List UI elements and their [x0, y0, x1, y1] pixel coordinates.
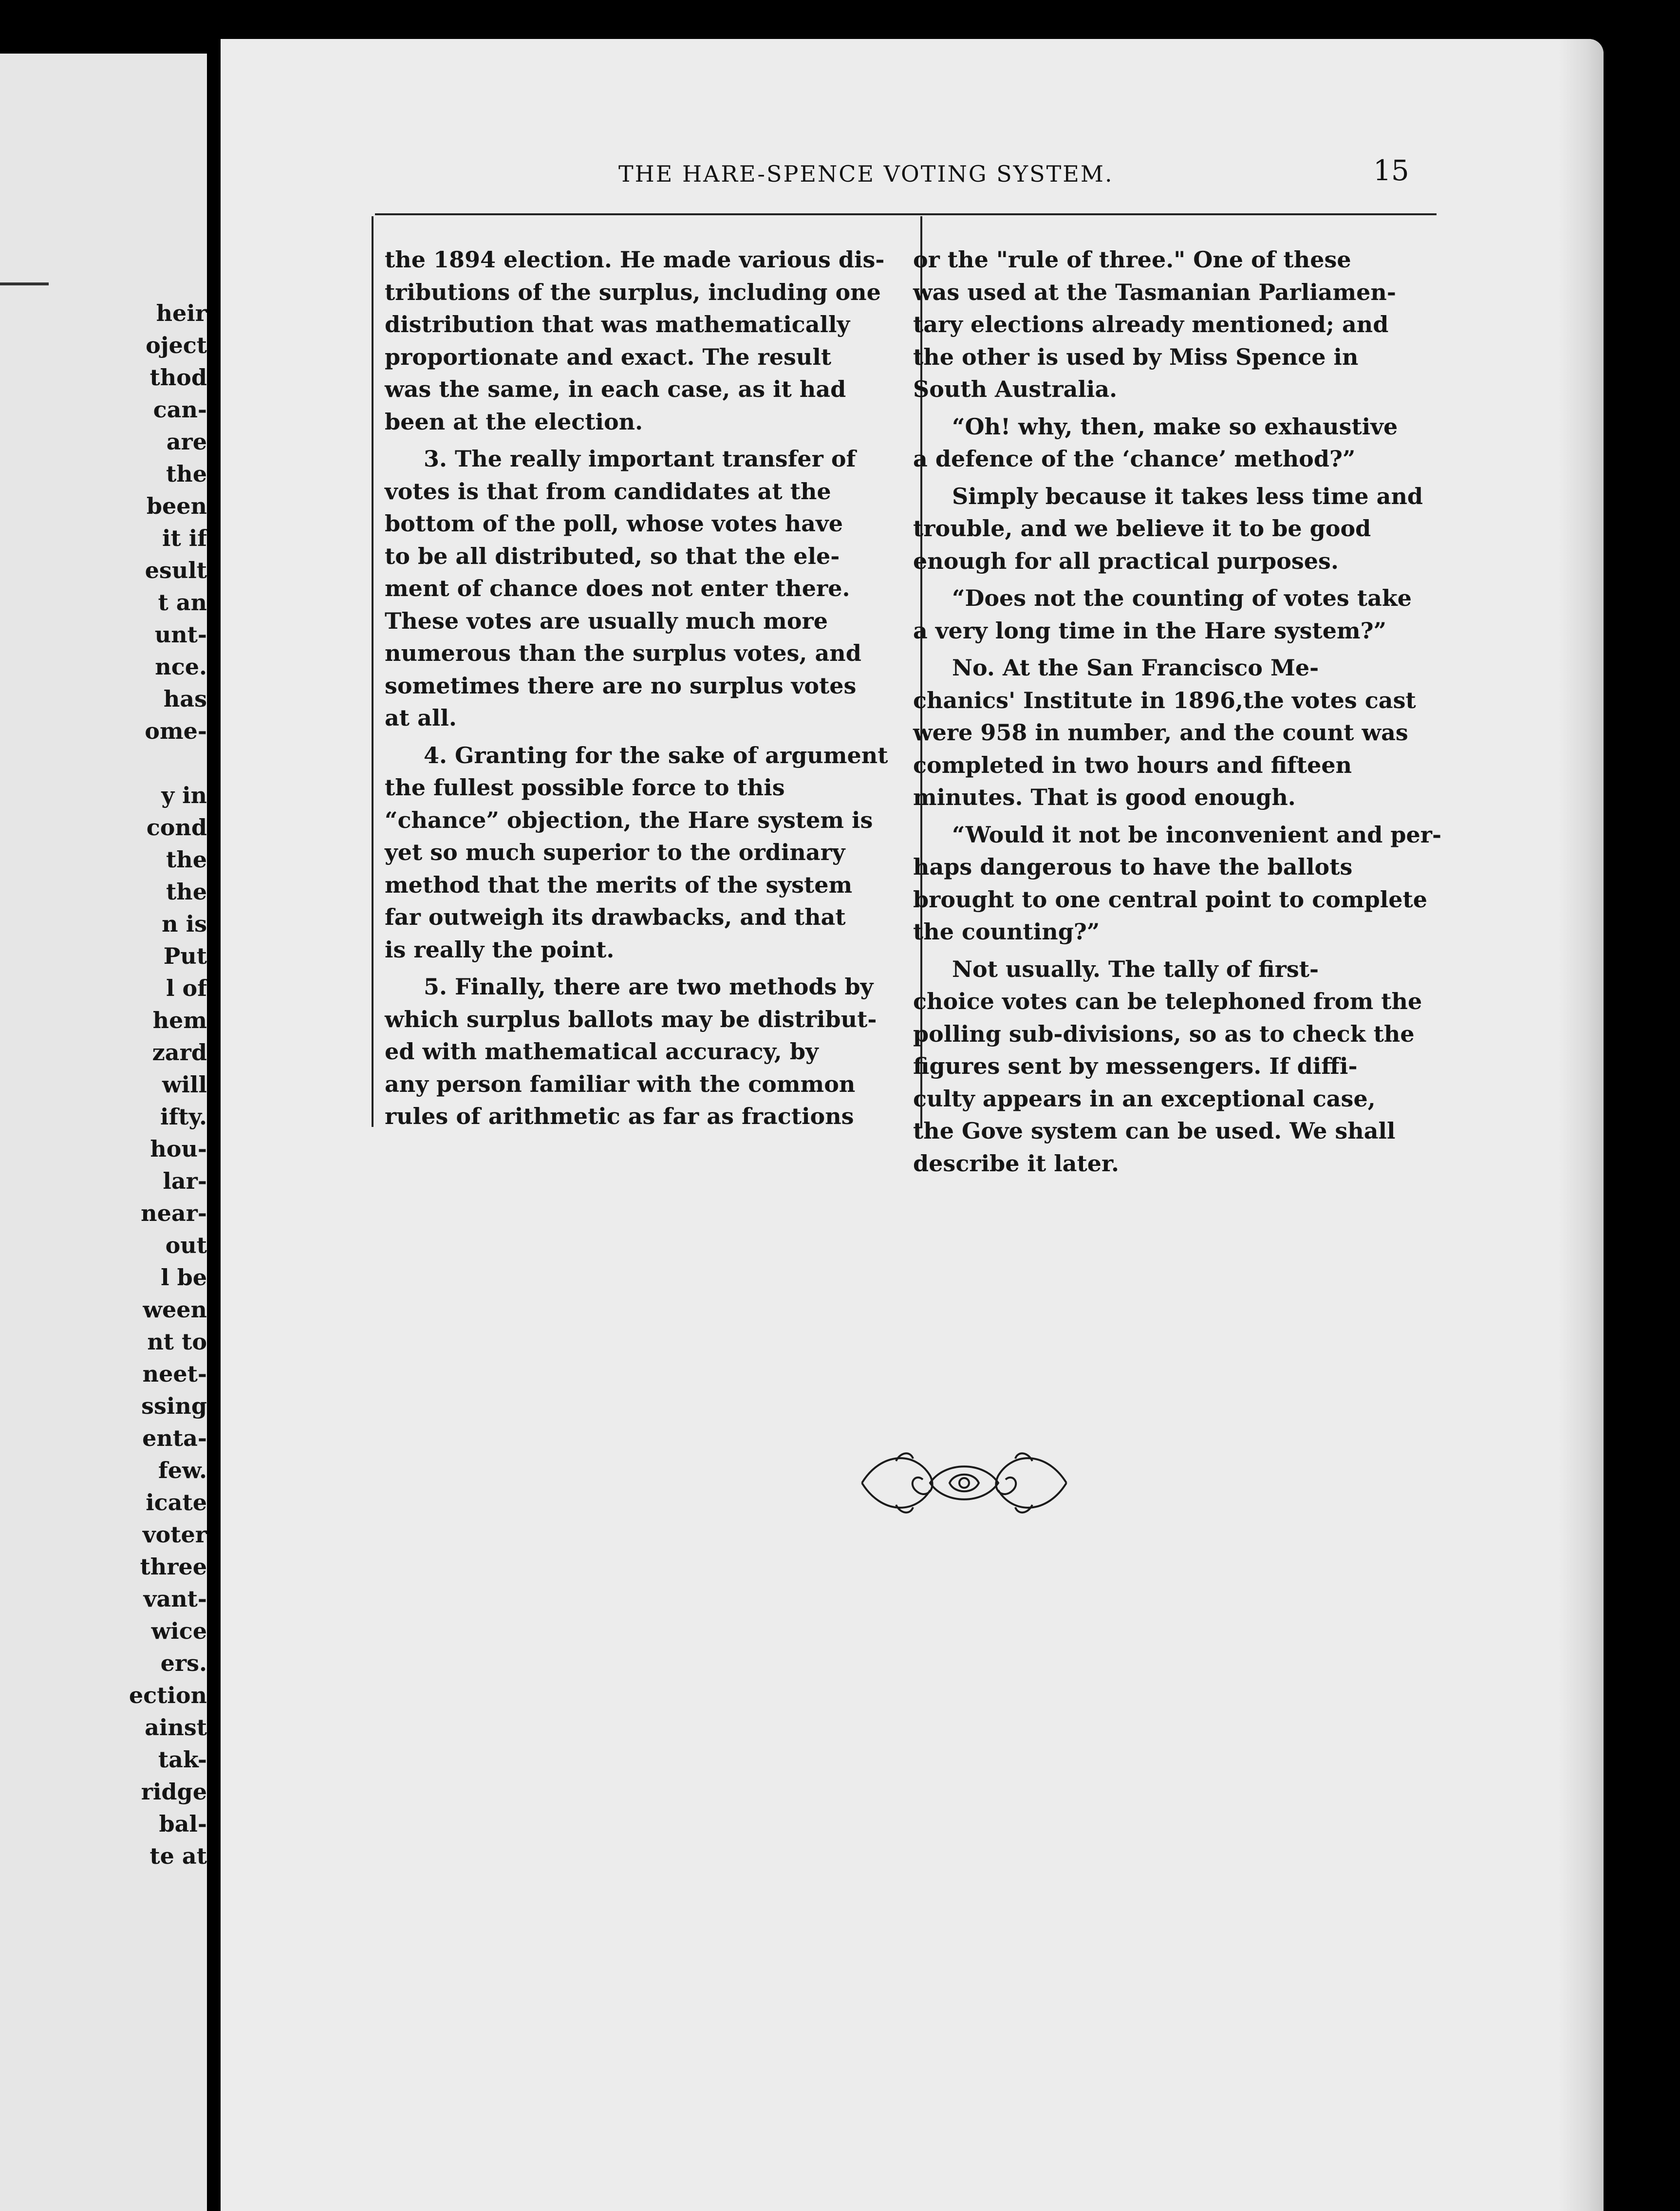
left-page-fragment: ainst	[145, 1714, 207, 1741]
decorative-flourish-icon	[852, 1442, 1076, 1524]
left-page-fragment: can-	[153, 396, 207, 423]
left-page-fragment: oject	[146, 332, 207, 358]
left-page-fragment: hem	[152, 1007, 207, 1033]
left-page-fragment: few.	[158, 1457, 207, 1483]
text-line: 5. Finally, there are two methods by	[424, 974, 874, 1000]
left-page-fragment: neet-	[142, 1361, 207, 1387]
running-header: THE HARE-SPENCE VOTING SYSTEM.	[618, 161, 1114, 187]
text-line: describe it later.	[913, 1150, 1120, 1177]
text-line: the other is used by Miss Spence in	[913, 343, 1359, 370]
left-page-fragment: will	[162, 1071, 207, 1098]
paragraph	[385, 971, 901, 1133]
left-page-fragment: ome-	[145, 718, 207, 744]
text-line: yet so much superior to the ordinary	[385, 839, 845, 865]
text-line: ment of chance does not enter there.	[385, 575, 850, 601]
text-line: or the "rule of three." One of these	[913, 246, 1351, 273]
text-column-right	[913, 244, 1442, 1184]
text-line: the fullest possible force to this	[385, 774, 785, 801]
left-page-fragment: enta-	[142, 1425, 207, 1451]
text-line: the counting?”	[913, 918, 1100, 945]
text-line: method that the merits of the system	[385, 871, 853, 898]
left-page-fragment: are	[166, 429, 207, 455]
text-line: is really the point.	[385, 936, 615, 963]
text-line: was used at the Tasmanian Parliamen-	[913, 279, 1396, 305]
paragraph	[913, 953, 1424, 1180]
left-page-fragment: out	[165, 1232, 207, 1258]
left-page-fragment: Put	[163, 943, 207, 969]
left-page-fragment: ers.	[160, 1650, 207, 1676]
text-line: These votes are usually much more	[385, 607, 828, 634]
page-edge	[1558, 39, 1604, 2211]
text-line: figures sent by messengers. If diffi-	[913, 1053, 1358, 1079]
text-line: choice votes can be telephoned from the	[913, 988, 1422, 1014]
left-page	[0, 54, 207, 2211]
left-page-fragment: ifty.	[160, 1104, 207, 1130]
text-line: bottom of the poll, whose votes have	[385, 510, 843, 537]
left-page-rule	[0, 282, 49, 285]
text-line: completed in two hours and fifteen	[913, 751, 1352, 778]
text-line: were 958 in number, and the count was	[913, 719, 1408, 746]
text-line: “Does not the counting of votes take	[952, 585, 1412, 611]
text-line: sometimes there are no surplus votes	[385, 672, 857, 699]
left-page-fragment: te at	[149, 1843, 207, 1869]
left-page-fragment: ridge	[141, 1779, 207, 1805]
left-page-fragment: has	[163, 686, 207, 712]
text-line: rules of arithmetic as far as fractions	[385, 1103, 854, 1129]
left-page-fragment: lar-	[163, 1168, 207, 1194]
text-line: haps dangerous to have the ballots	[913, 854, 1353, 880]
text-line: culty appears in an exceptional case,	[913, 1085, 1376, 1112]
text-line: “Would it not be inconvenient and per-	[952, 821, 1442, 848]
text-line: a very long time in the Hare system?”	[913, 617, 1387, 644]
text-column-left	[385, 244, 901, 1138]
text-line: the Gove system can be used. We shall	[913, 1118, 1396, 1144]
left-page-fragment: it if	[162, 525, 207, 551]
text-line: at all.	[385, 705, 457, 731]
left-page-fragment: l be	[161, 1264, 207, 1291]
text-line: trouble, and we believe it to be good	[913, 515, 1371, 542]
text-line: any person familiar with the common	[385, 1070, 856, 1097]
paragraph	[385, 244, 901, 438]
text-line: numerous than the surplus votes, and	[385, 640, 861, 666]
paragraph	[913, 819, 1442, 948]
text-line: 3. The really important transfer of	[424, 446, 856, 472]
text-line: Not usually. The tally of first-	[952, 956, 1319, 982]
left-page-fragment: y in	[161, 782, 207, 808]
text-line: distribution that was mathematically	[385, 311, 850, 337]
paragraph	[913, 244, 1424, 406]
left-page-fragment: been	[146, 493, 207, 519]
left-page-fragment: three	[140, 1554, 207, 1580]
text-line: No. At the San Francisco Me-	[952, 655, 1319, 681]
left-page-fragment: ssing	[141, 1393, 207, 1419]
paragraph	[913, 480, 1424, 578]
left-page-fragment: ection	[129, 1682, 207, 1708]
book-gutter	[207, 49, 221, 2211]
text-line: proportionate and exact. The result	[385, 343, 832, 370]
text-line: the 1894 election. He made various dis-	[385, 246, 885, 273]
text-line: ed with mathematical accuracy, by	[385, 1038, 819, 1065]
text-line: “Oh! why, then, make so exhaustive	[952, 413, 1398, 440]
left-page-fragment: thod	[149, 364, 207, 391]
text-line: tary elections already mentioned; and	[913, 311, 1389, 337]
left-page-fragment: the	[166, 846, 207, 873]
left-page-fragment: nt to	[147, 1329, 207, 1355]
left-page-fragment: cond	[146, 814, 207, 841]
text-line: to be all distributed, so that the ele-	[385, 543, 840, 569]
left-page-fragment: near-	[141, 1200, 207, 1226]
paragraph	[913, 411, 1424, 475]
text-line: 4. Granting for the sake of argument	[424, 742, 888, 768]
text-line: polling sub-divisions, so as to check the	[913, 1020, 1415, 1047]
left-page-fragment: l of	[166, 975, 207, 1001]
left-page-fragment: heir	[156, 300, 207, 326]
page-number: 15	[1373, 154, 1409, 187]
paragraph	[913, 652, 1424, 814]
left-page-fragment: hou-	[150, 1136, 207, 1162]
text-line: votes is that from candidates at the	[385, 478, 831, 505]
left-page-fragment: ween	[143, 1296, 207, 1323]
text-line: minutes. That is good enough.	[913, 784, 1296, 810]
left-page-fragment: icate	[146, 1489, 207, 1516]
text-line: Simply because it takes less time and	[952, 483, 1423, 509]
text-line: brought to one central point to complete	[913, 886, 1428, 913]
text-line: chanics' Institute in 1896,the votes cast	[913, 687, 1416, 713]
left-page-fragment: n is	[162, 911, 207, 937]
text-line: a defence of the ‘chance’ method?”	[913, 446, 1356, 472]
left-page-fragment: nce.	[155, 654, 207, 680]
paragraph	[913, 582, 1424, 647]
left-page-fragment: bal-	[159, 1811, 207, 1837]
text-line: South Australia.	[913, 376, 1118, 402]
left-page-fragment: wice	[151, 1618, 207, 1644]
left-page-fragment: unt-	[154, 621, 207, 648]
text-line: enough for all practical purposes.	[913, 547, 1339, 574]
left-page-fragment: vant-	[143, 1586, 207, 1612]
text-line: tributions of the surplus, including one	[385, 279, 881, 305]
left-page-fragment	[110, 747, 207, 779]
text-line: “chance” objection, the Hare system is	[385, 806, 873, 833]
left-page-fragment: t an	[158, 589, 207, 616]
left-page-fragment: the	[166, 461, 207, 487]
left-page-fragment: esult	[145, 557, 207, 583]
text-line: which surplus ballots may be distribut-	[385, 1006, 877, 1032]
left-page-fragment: zard	[152, 1039, 207, 1066]
left-page-text-fragments	[110, 297, 207, 1872]
paragraph	[385, 739, 901, 966]
text-line: been at the election.	[385, 408, 643, 435]
text-line: far outweigh its drawbacks, and that	[385, 904, 846, 930]
header-rule	[375, 213, 1437, 215]
left-page-fragment: voter	[142, 1521, 207, 1548]
text-line: was the same, in each case, as it had	[385, 376, 846, 402]
column-left-rule	[372, 216, 373, 1127]
paragraph	[385, 443, 901, 734]
left-page-fragment: tak-	[158, 1746, 207, 1773]
left-page-fragment: the	[166, 879, 207, 905]
